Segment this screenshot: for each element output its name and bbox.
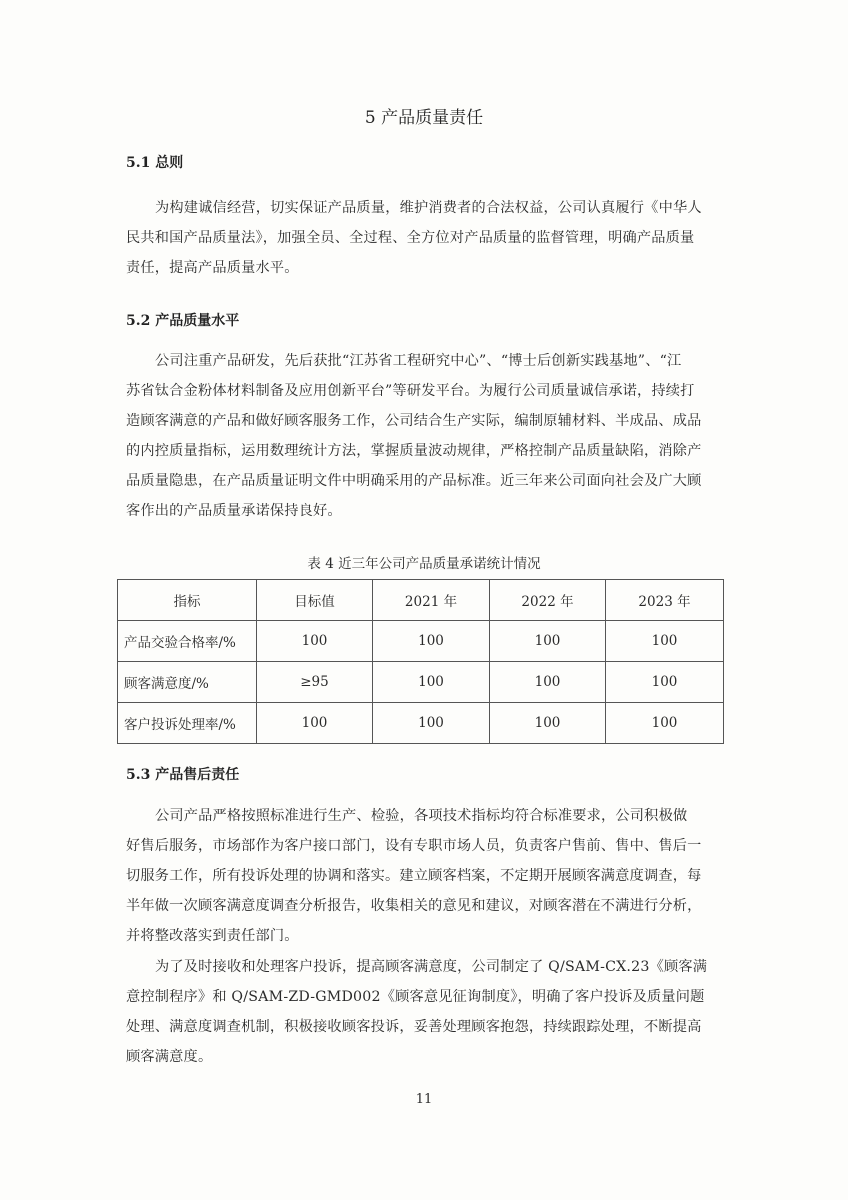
paragraph-line: 为了及时接收和处理客户投诉，提高顾客满意度，公司制定了 Q/SAM-CX.23《顾客满 [155, 959, 708, 975]
paragraph-line: 公司注重产品研发，先后获批“江苏省工程研究中心”、“博士后创新实践基地”、“江 [155, 353, 682, 369]
paragraph-line: 处理、满意度调查机制，积极接收顾客投诉，妥善处理顾客抱怨，持续跟踪处理，不断提高 [126, 1019, 702, 1035]
table-cell: 100 [373, 703, 490, 744]
table-cell: 100 [490, 662, 606, 703]
table-row [118, 703, 724, 744]
table-header-cell: 指标 [118, 580, 257, 621]
table-cell: 100 [490, 621, 606, 662]
table-cell-indicator: 客户投诉处理率/% [118, 703, 257, 744]
paragraph-line: 责任，提高产品质量水平。 [126, 260, 299, 276]
table-cell: 100 [606, 703, 724, 744]
paragraph-line: 的内控质量指标，运用数理统计方法，掌握质量波动规律，严格控制产品质量缺陷，消除产 [126, 443, 702, 459]
paragraph-5-3-a [126, 801, 724, 951]
table-cell: 100 [606, 662, 724, 703]
paragraph-5-3-b [126, 952, 724, 1072]
table-row [118, 621, 724, 662]
section-heading-5-3: 5.3 产品售后责任 [126, 767, 240, 783]
table-header-cell: 目标值 [257, 580, 373, 621]
paragraph-line: 客作出的产品质量承诺保持良好。 [126, 503, 342, 519]
page-number: 11 [415, 1092, 433, 1107]
table-cell: 100 [606, 621, 724, 662]
paragraph-line: 半年做一次顾客满意度调查分析报告，收集相关的意见和建议，对顾客潜在不满进行分析， [126, 898, 702, 914]
table-cell-indicator: 顾客满意度/% [118, 662, 257, 703]
chapter-title: 5 产品质量责任 [364, 108, 484, 128]
table-header-cell: 2021 年 [373, 580, 490, 621]
section-heading-5-1: 5.1 总则 [126, 155, 184, 171]
paragraph-line: 顾客满意度。 [126, 1049, 213, 1065]
table-cell: 100 [373, 662, 490, 703]
paragraph-5-1 [126, 193, 724, 283]
table-cell: 100 [257, 621, 373, 662]
paragraph-line: 苏省钛合金粉体材料制备及应用创新平台”等研发平台。为履行公司质量诚信承诺，持续打 [126, 383, 695, 399]
table-cell: 100 [257, 703, 373, 744]
paragraph-line: 切服务工作，所有投诉处理的协调和落实。建立顾客档案，不定期开展顾客满意度调查，每 [126, 868, 702, 884]
paragraph-line: 好售后服务，市场部作为客户接口部门，设有专职市场人员，负责客户售前、售中、售后一 [126, 838, 702, 854]
paragraph-line: 公司产品严格按照标准进行生产、检验，各项技术指标均符合标准要求，公司积极做 [155, 808, 688, 824]
table-cell: 100 [490, 703, 606, 744]
paragraph-5-2 [126, 346, 724, 526]
table-cell: ≥95 [257, 662, 373, 703]
table-row [118, 662, 724, 703]
table-header-cell: 2022 年 [490, 580, 606, 621]
paragraph-line: 民共和国产品质量法》，加强全员、全过程、全方位对产品质量的监督管理，明确产品质量 [126, 230, 695, 246]
table-cell: 100 [373, 621, 490, 662]
table-header-cell: 2023 年 [606, 580, 724, 621]
paragraph-line: 造顾客满意的产品和做好顾客服务工作，公司结合生产实际，编制原辅材料、半成品、成品 [126, 413, 702, 429]
section-heading-5-2: 5.2 产品质量水平 [126, 313, 240, 329]
quality-commitment-table [117, 579, 724, 744]
paragraph-line: 为构建诚信经营，切实保证产品质量，维护消费者的合法权益，公司认真履行《中华人 [155, 200, 702, 216]
table-cell-indicator: 产品交验合格率/% [118, 621, 257, 662]
table-caption: 表 4 近三年公司产品质量承诺统计情况 [307, 556, 541, 572]
paragraph-line: 意控制程序》和 Q/SAM-ZD-GMD002《顾客意见征询制度》，明确了客户投诉及质量问题 [126, 989, 705, 1005]
table-header-row [118, 580, 724, 621]
paragraph-line: 并将整改落实到责任部门。 [126, 928, 299, 944]
paragraph-line: 品质量隐患，在产品质量证明文件中明确采用的产品标准。近三年来公司面向社会及广大顾 [126, 473, 702, 489]
